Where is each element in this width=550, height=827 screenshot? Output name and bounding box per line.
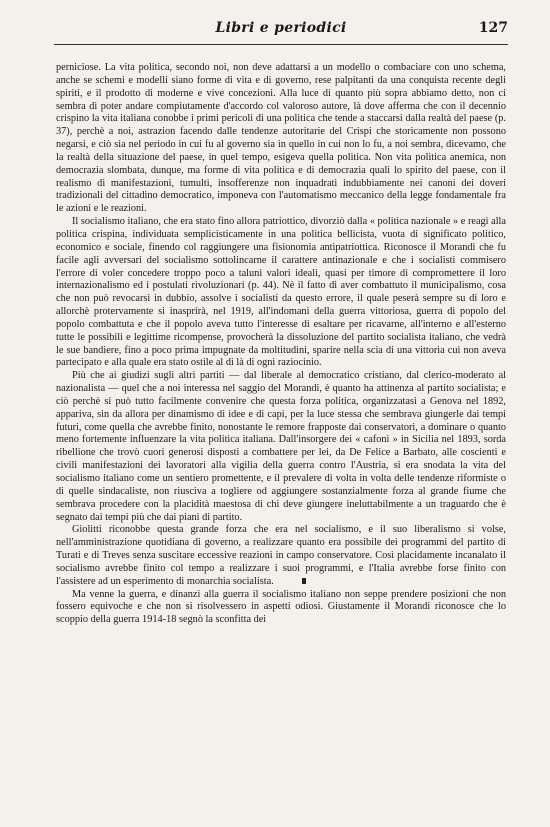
header-rule (54, 44, 508, 45)
paragraph (56, 524, 506, 588)
section-end-mark (302, 578, 306, 584)
page-body (56, 62, 506, 627)
running-title: Libri e periodici (215, 20, 347, 36)
paragraph: Il socialismo italiano, che era stato fino allora patriottico, divorziò dalla « politica nazionale » e reagì alla politica crispina, individuata semplicisticamente in una politica bellicista, vuota di significato politico, economico e sociale, finendo col raggiungere una fisionomia antipatriottica. Riconosce il Morandi che fu facile agli avversari del socialismo sottolincarne il carattere antinazionale e che i socialisti commisero l'errore di voler concedere troppo poco a taluni valori ideali, quasi per timore di compromettere il loro internazionalismo ed i postulati rivoluzionari (p. 44). Nè il fatto di aver combattuto il municipalismo, cosa che non può revocarsi in dubbio, assolve i socialisti da questo errore, il quale peserà sempre su di loro e allorchè protervamente si inasprirà, nel 1919, all'indomani della guerra vittoriosa, guerra di popolo del popolo combattuta e che il popolo aveva tutto l'interesse di esaltare per ricavarne, all'interno e all'esterno tutte le possibili e legittime ricompense, provocherà la dissoluzione del partito socialista italiano, che vedrà le sue bandiere, fino a poco prima impugnate da moltitudini, sparire nella scia di una vittoria cui non aveva partecipato e alla quale era stato ostile al di là di ogni raziocinio. (56, 216, 506, 369)
page-number: 127 (478, 20, 508, 36)
running-header (54, 18, 508, 44)
paragraph-text: Giolitti riconobbe questa grande forza che era nel socialismo, e il suo liberalismo si volse, nell'amministrazione quotidiana di governo, a realizzare quanto era possibile dei programmi del partito di Turati e di Treves senza suscitare eccessive reazioni in campo conservatore. Così placidamente incanalato il socialismo avrebbe finito col tempo a realizzare i suoi programmi, e l'Italia avrebbe forse finito con l'assistere ad un esperimento di monarchia socialista. (56, 524, 506, 587)
paragraph: Più che ai giudizi sugli altri partiti — dal liberale al democratico cristiano, dal clerico-moderato al nazionalista — quel che a noi interessa nel saggio del Morandi, è quanto ha attinenza al partito socialista; e ciò perchè si può tutto facilmente convenire che questa forza politica, organizzatasi a Genova nel 1892, appariva, sin da allora per dinamismo di idee e di capi, per la luce stessa che sembrava giungerle dai tempi futuri, come quella che avrebbe finito, nonostante le remore frapposte dai conservatori, a dominare o quanto meno fortemente influenzare la vita politica italiana. Dall'insorgere dei « cafoni » in Sicilia nel 1893, sorda ribellione che trovò cuori generosi disposti a combattere per lei, da De Felice a Barbato, alle coscienti e civili manifestazioni dei lavoratori alla vigilia della guerra contro l'Austria, si era snodata la vita del socialismo italiano come un sentiero promettente, e il prevalere di volta in volta delle tendenze riformiste o di quelle sindacaliste, non riusciva a togliere od aggiungere sostanzialmente forza al grande fiume che sembrava procedere con la placidità maestosa di chi deve giungere ineluttabilmente a un traguardo che è segnato dai tempi più che dai piani di partito. (56, 370, 506, 523)
paragraph: Ma venne la guerra, e dinanzi alla guerra il socialismo italiano non seppe prendere posizioni che non fossero equivoche e che non si risolvessero in aspetti odiosi. Giustamente il Morandi riconosce che lo scoppio della guerra 1914-18 segnò la sconfitta dei (56, 588, 506, 626)
paragraph: perniciose. La vita politica, secondo noi, non deve adattarsi a un modello o combaciare con uno schema, anche se schemi e modelli siano forme di vita e di governo, rese palpitanti da una conquista recente degli spiriti, e il prodotto di moderne e vive concezioni. Alla luce di quanto più sopra abbiamo detto, non ci sembra di poter andare compiutamente d'accordo col valoroso autore, là dove afferma che con il decennio crispino la vita italiana conobbe i primi pericoli di una politica che tende a staccarsi dalla realtà del paese (p. 37), perchè a noi, astrazion facendo dalle tendenze autoritarie del Crispi che storicamente non possono negarsi, e ciò sia nel periodo in cui fu al governo sia in quello in cui non lo fu, a noi sembra, dicevamo, che la realtà della situazione del paese, in quel tempo, esigeva quella politica. Non vita politica anemica, non democrazia slombata, dunque, ma forme di vita politica e di democrazia quali lo spirito del paese, con il realismo di manifestazioni, tumulti, insofferenze non inquadrati indubbiamente nei canoni dei doveri tradizionali del cittadino democratico, imponeva con l'automatismo meccanico della legge fondamentale fra le azioni e le reazioni. (56, 62, 506, 215)
